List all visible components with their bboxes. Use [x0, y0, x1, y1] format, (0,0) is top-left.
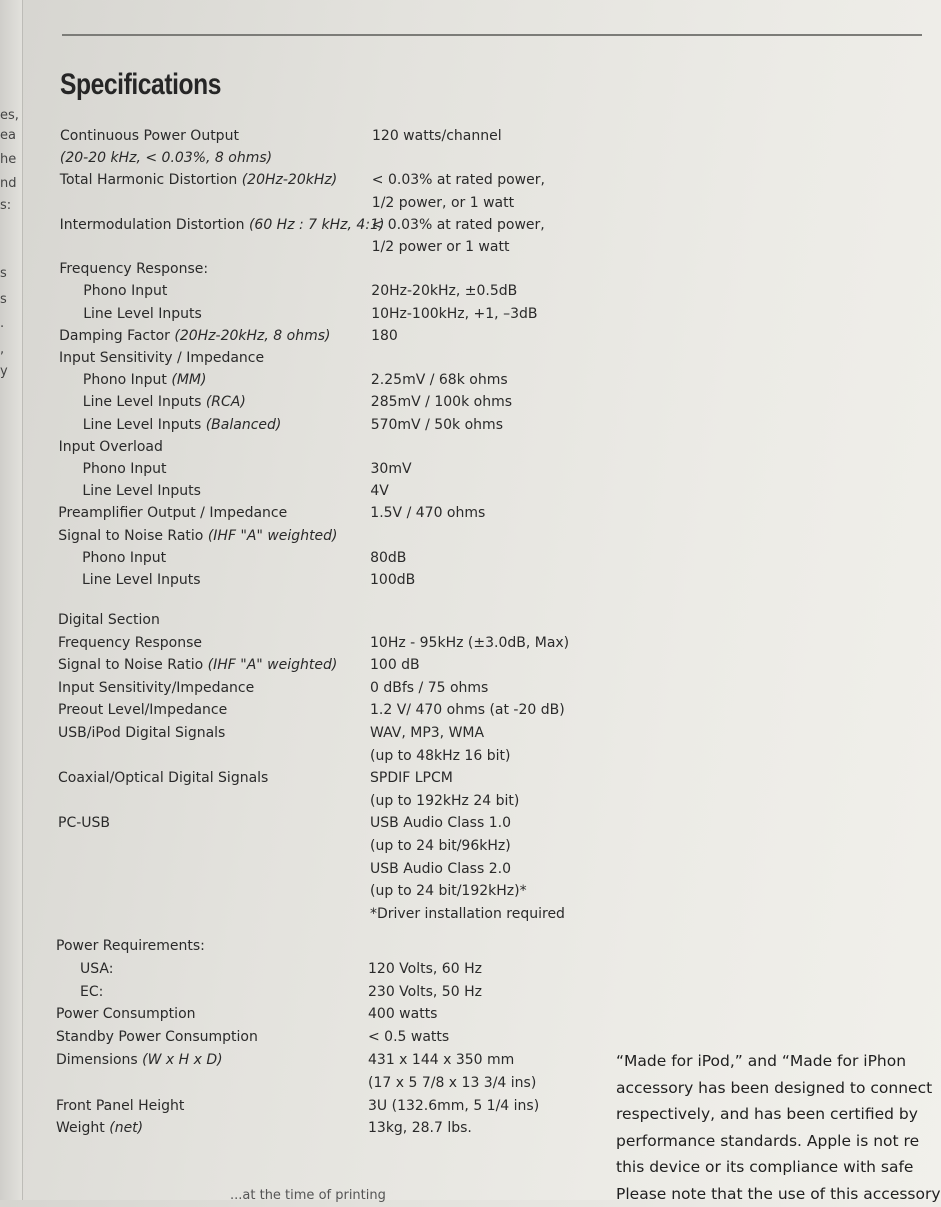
spec-value: 20Hz-20kHz, ±0.5dB — [371, 283, 517, 299]
spec-value: 10Hz - 95kHz (±3.0dB, Max) — [370, 635, 569, 651]
footer-text: ...at the time of printing — [230, 1188, 386, 1203]
spec-label — [83, 461, 167, 477]
spec-value: USB Audio Class 1.0 — [370, 815, 511, 831]
spec-label-text: Signal to Noise Ratio — [58, 657, 208, 673]
spec-condition: (MM) — [171, 372, 206, 388]
spec-label-text: Digital Section — [58, 612, 160, 628]
spec-label — [60, 217, 385, 233]
spec-label — [59, 439, 163, 455]
note-line: Please note that the use of this accessory — [616, 1181, 916, 1207]
spec-label-text: EC: — [80, 984, 103, 1000]
spec-value: 1.5V / 470 ohms — [370, 505, 485, 521]
spec-value: (up to 24 bit/192kHz)* — [370, 883, 527, 899]
note-line: respectively, and has been certified by — [616, 1101, 916, 1128]
spec-value: 1.2 V/ 470 ohms (at -20 dB) — [370, 702, 565, 718]
spec-label — [83, 283, 167, 299]
spec-label-text: USA: — [80, 961, 113, 977]
edge-fragment: ea — [0, 128, 16, 143]
spec-label — [56, 938, 205, 954]
spec-label — [60, 150, 272, 166]
spec-value: 30mV — [371, 461, 412, 477]
spec-label-text: Standby Power Consumption — [56, 1029, 258, 1045]
spec-label — [83, 417, 282, 433]
spec-value: (up to 24 bit/96kHz) — [370, 838, 511, 854]
spec-value: 2.25mV / 68k ohms — [371, 372, 508, 388]
spec-value: 1/2 power, or 1 watt — [372, 195, 514, 211]
spec-label-text: Phono Input — [82, 550, 166, 566]
spec-label-text: Dimensions — [56, 1052, 142, 1068]
spec-label — [59, 350, 264, 366]
spec-value: (17 x 5 7/8 x 13 3/4 ins) — [368, 1075, 536, 1091]
spec-label-text: Phono Input — [83, 283, 167, 299]
spec-label — [58, 528, 337, 544]
spec-value: (up to 48kHz 16 bit) — [370, 748, 510, 764]
spec-value: 4V — [370, 483, 388, 499]
spec-label-text: Line Level Inputs — [83, 306, 202, 322]
spec-label-text: Line Level Inputs — [82, 483, 201, 499]
spec-value: 13kg, 28.7 lbs. — [368, 1120, 472, 1136]
spec-label — [58, 612, 160, 628]
spec-label-text: Weight — [56, 1120, 109, 1136]
spec-label — [60, 128, 239, 144]
spec-label-text: Power Requirements: — [56, 938, 205, 954]
edge-fragment: he — [0, 152, 16, 167]
spec-label — [59, 261, 208, 277]
spec-label — [58, 680, 254, 696]
spec-condition: (W x H x D) — [142, 1052, 222, 1068]
spec-value: 0 dBfs / 75 ohms — [370, 680, 488, 696]
spec-value: 285mV / 100k ohms — [371, 394, 512, 410]
spec-label — [56, 1052, 223, 1068]
spec-value: 400 watts — [368, 1006, 437, 1022]
spec-label-text: Phono Input — [83, 372, 171, 388]
note-line: this device or its compliance with safe — [616, 1154, 916, 1181]
spec-label-text: Preamplifier Output / Impedance — [58, 505, 287, 521]
spec-label-text: Phono Input — [83, 461, 167, 477]
note-line: performance standards. Apple is not re — [616, 1128, 916, 1155]
page-title: Specifications — [60, 68, 221, 102]
spec-label — [83, 306, 202, 322]
spec-value: 431 x 144 x 350 mm — [368, 1052, 514, 1068]
spec-condition: (20Hz-20kHz) — [242, 172, 337, 188]
spec-label-text: Total Harmonic Distortion — [60, 172, 242, 188]
spec-label — [58, 815, 110, 831]
spec-value: SPDIF LPCM — [370, 770, 453, 786]
spec-label — [56, 1006, 196, 1022]
spec-label — [80, 961, 113, 977]
spec-value: WAV, MP3, WMA — [370, 725, 484, 741]
edge-fragment: s — [0, 292, 7, 307]
spec-value: < 0.5 watts — [368, 1029, 449, 1045]
spec-condition: (20Hz-20kHz, 8 ohms) — [174, 328, 330, 344]
spec-label-text: PC-USB — [58, 815, 110, 831]
note-line: “Made for iPod,” and “Made for iPhon — [616, 1048, 916, 1075]
spec-condition: (20-20 kHz, < 0.03%, 8 ohms) — [60, 150, 272, 166]
spec-label-text: Front Panel Height — [56, 1098, 184, 1114]
spec-value: 3U (132.6mm, 5 1/4 ins) — [368, 1098, 539, 1114]
spec-label — [58, 505, 287, 521]
spec-value: 100dB — [370, 572, 415, 588]
spec-label-text: Power Consumption — [56, 1006, 196, 1022]
spec-condition: (net) — [109, 1120, 143, 1136]
spec-label-text: Line Level Inputs — [83, 417, 206, 433]
edge-fragment: nd — [0, 176, 17, 191]
spec-label — [58, 702, 227, 718]
spec-value: *Driver installation required — [370, 906, 565, 922]
spec-value: 100 dB — [370, 657, 420, 673]
spec-value: (up to 192kHz 24 bit) — [370, 793, 519, 809]
spec-label — [80, 984, 103, 1000]
spec-label — [56, 1098, 184, 1114]
spec-label-text: Input Sensitivity/Impedance — [58, 680, 254, 696]
spec-value: 120 Volts, 60 Hz — [368, 961, 482, 977]
spec-label-text: USB/iPod Digital Signals — [58, 725, 225, 741]
edge-fragment: . — [0, 316, 4, 331]
spec-label-text: Input Overload — [59, 439, 163, 455]
spec-value: 1/2 power or 1 watt — [372, 239, 510, 255]
spec-label — [58, 725, 225, 741]
ipod-note — [616, 1048, 916, 1207]
spec-label-text: Line Level Inputs — [83, 394, 206, 410]
spec-label-text: Frequency Response — [58, 635, 202, 651]
spec-condition: (60 Hz : 7 kHz, 4:1) — [249, 217, 384, 233]
spec-value: USB Audio Class 2.0 — [370, 861, 511, 877]
spec-label — [58, 635, 202, 651]
edge-fragment: , — [0, 342, 4, 357]
spec-label-text: Coaxial/Optical Digital Signals — [58, 770, 268, 786]
edge-fragment: s: — [0, 198, 11, 213]
spec-label — [58, 770, 268, 786]
spec-value: 10Hz-100kHz, +1, –3dB — [371, 306, 537, 322]
spec-label — [83, 372, 207, 388]
spec-label — [83, 394, 246, 410]
spec-label-text: Damping Factor — [59, 328, 174, 344]
spec-condition: (IHF "A" weighted) — [208, 528, 338, 544]
spec-value: 80dB — [370, 550, 406, 566]
edge-fragment: s — [0, 266, 7, 281]
spec-label — [82, 483, 201, 499]
spec-label — [56, 1120, 143, 1136]
spec-value: < 0.03% at rated power, — [372, 217, 545, 233]
spec-value: 180 — [371, 328, 398, 344]
spec-label-text: Continuous Power Output — [60, 128, 239, 144]
spec-label — [56, 1029, 258, 1045]
spec-value: 230 Volts, 50 Hz — [368, 984, 482, 1000]
spec-label — [82, 550, 166, 566]
spec-value: 570mV / 50k ohms — [371, 417, 503, 433]
spec-label-text: Frequency Response: — [59, 261, 208, 277]
spec-value: < 0.03% at rated power, — [372, 172, 545, 188]
spec-label — [58, 657, 337, 673]
header-rule — [62, 34, 922, 36]
spec-label-text: Line Level Inputs — [82, 572, 201, 588]
spec-label-text: Preout Level/Impedance — [58, 702, 227, 718]
note-line: accessory has been designed to connect — [616, 1075, 916, 1102]
spec-value: 120 watts/channel — [372, 128, 502, 144]
edge-fragment: es, — [0, 108, 19, 123]
spec-label-text: Input Sensitivity / Impedance — [59, 350, 264, 366]
edge-fragment: y — [0, 364, 8, 379]
spec-label — [59, 328, 330, 344]
spec-condition: (Balanced) — [206, 417, 282, 433]
spec-label-text: Signal to Noise Ratio — [58, 528, 208, 544]
spec-label — [60, 172, 337, 188]
spec-condition: (IHF "A" weighted) — [208, 657, 338, 673]
spec-condition: (RCA) — [206, 394, 246, 410]
spec-label-text: Intermodulation Distortion — [60, 217, 249, 233]
spec-label — [82, 572, 201, 588]
